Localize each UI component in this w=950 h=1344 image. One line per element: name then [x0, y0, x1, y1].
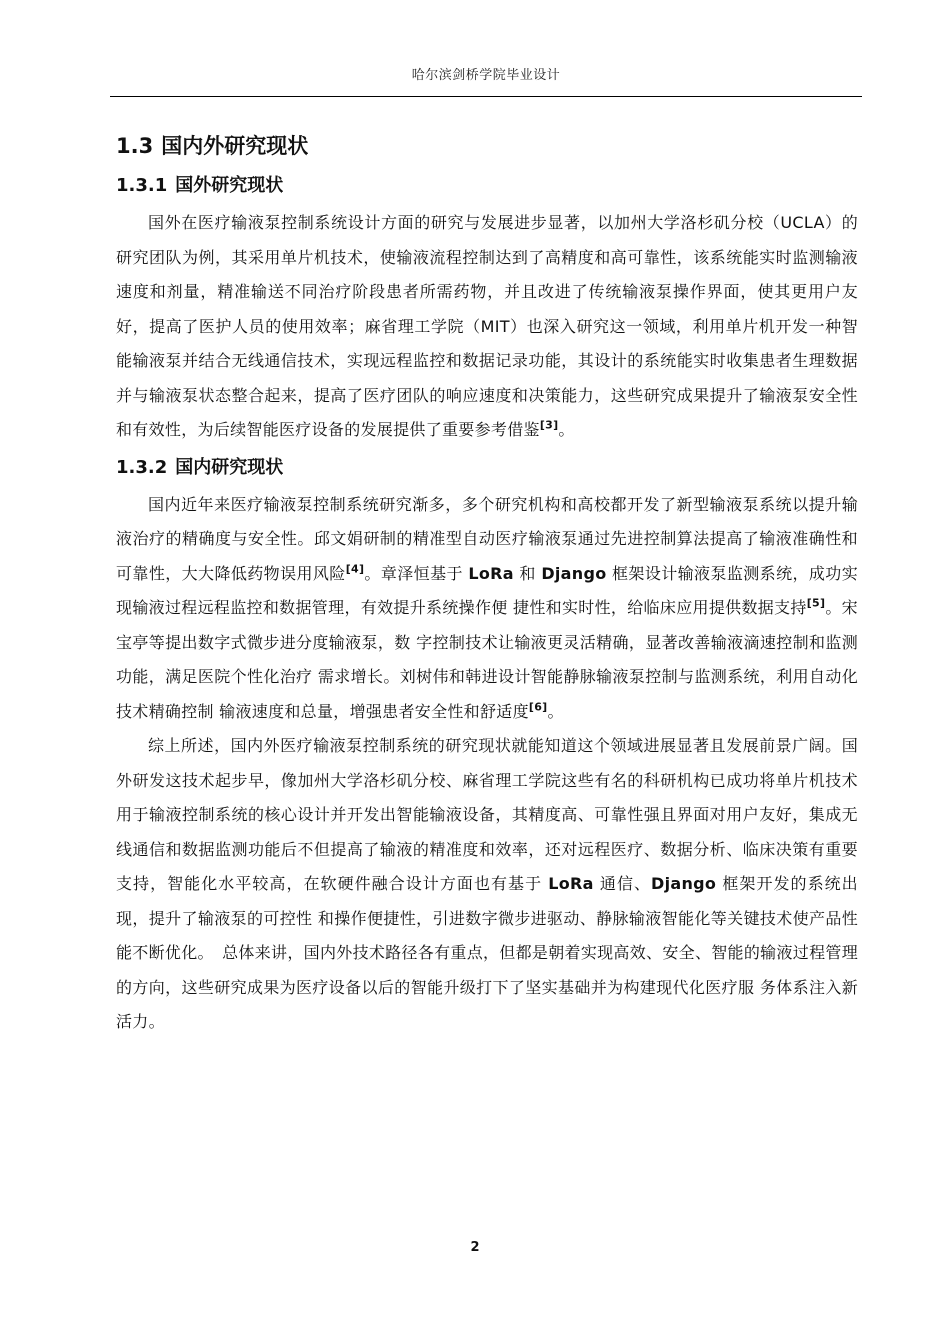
- section-number: 1.3: [116, 134, 154, 158]
- section-title: 国内外研究现状: [161, 134, 309, 158]
- citation-3: [3]: [539, 418, 559, 432]
- paragraph-domestic-research: [116, 488, 858, 730]
- paragraph-summary: [116, 729, 858, 1040]
- paragraph-text: 国外在医疗输液泵控制系统设计方面的研究与发展进步显著，以加州大学洛杉矶分校（UCLA）的研究团队为例，其采用单片机技术，使输液流程控制达到了高精度和高可靠性，该系统能实时监测输液速度和剂量，精准输送不同治疗阶段患者所需药物，并且改进了传统输液泵操作界面，使其更用户友好，提高了医护人员的使用效率；麻省理工学院（MIT）也深入研究这一领域，利用单片机开发一种智能输液泵并结合无线通信技术，实现远程监控和数据记录功能，其设计的系统能实时收集患者生理数据并与输液泵状态整合起来，提高了医疗团队的响应速度和决策能力，这些研究成果提升了输液泵安全性和有效性，为后续智能医疗设备的发展提供了重要参考借鉴: [116, 213, 858, 439]
- subsection-title: 国内研究现状: [175, 456, 284, 478]
- subsection-heading-foreign: [116, 166, 858, 206]
- term-lora: LoRa: [468, 563, 514, 583]
- subsection-number: 1.3.2: [116, 456, 168, 478]
- paragraph-text: 通信、: [593, 874, 652, 893]
- subsection-heading-domestic: [116, 448, 858, 488]
- page-content: [116, 118, 858, 1040]
- running-header: 哈尔滨剑桥学院毕业设计: [411, 68, 561, 83]
- paragraph-foreign-research: [116, 206, 858, 448]
- subsection-number: 1.3.1: [116, 175, 168, 196]
- paragraph-text: 框架设计输液泵监测系统，成功实现输液过程远程监控和数据管理，有效提升系统操作便 捷性和实时性，给临床应用提供数据支持: [116, 563, 859, 617]
- subsection-title: 国外研究现状: [175, 175, 284, 196]
- paragraph-text: 。: [547, 701, 564, 721]
- paragraph-text: 。章泽恒基于: [364, 563, 469, 583]
- term-django: Django: [651, 874, 717, 893]
- citation-6: [6]: [528, 700, 548, 714]
- paragraph-text: 综上所述，国内外医疗输液泵控制系统的研究现状就能知道这个领域进展显著且发展前景广阔。国外研发这技术起步早，像加州大学洛杉矶分校、麻省理工学院这些有名的科研机构已成功将单片机技术用于输液控制系统的核心设计并开发出智能输液设备，其精度高、可靠性强且界面对用户友好，集成无线通信和数据监测功能后不但提高了输液的精准度和效率，还对远程医疗、数据分析、临床决策有重要支持，智能化水平较高，在软硬件融合设计方面也有基于: [116, 736, 858, 893]
- section-heading: [116, 126, 858, 166]
- paragraph-text: 国内近年来医疗输液泵控制系统研究渐多，多个研究机构和高校都开发了新型输液泵系统以提升输液治疗的精确度与安全性。邱文娟研制的精准型自动医疗输液泵通过先进控制算法提高了输液准确性和可靠性，大大降低药物误用风险: [116, 494, 858, 583]
- term-django: Django: [541, 563, 607, 583]
- paragraph-text: 和: [513, 563, 542, 583]
- header-divider: [110, 96, 862, 97]
- citation-4: [4]: [345, 562, 365, 576]
- paragraph-text: 框架开发的系统出现，提升了输液泵的可控性 和操作便捷性，引进数字微步进驱动、静脉输液智能化等关键技术使产品性能不断优化。 总体来讲，国内外技术路径各有重点，但都是朝着实现高效、安全、智能的输液过程管理 的方向，这些研究成果为医疗设备以后的智能升级打下了坚实基础并为构建现代化医疗服 务体系注入新活力。: [116, 874, 858, 1031]
- paragraph-text: 。: [558, 420, 575, 439]
- paragraph-text: 。宋宝亭等提出数字式微步进分度输液泵，数 字控制技术让输液更灵活精确，显著改善输液滴速控制和监测功能，满足医院个性化治疗 需求增长。刘树伟和韩进设计智能静脉输液泵控制与监测系统，利用自动化技术精确控制 输液速度和总量，增强患者安全性和舒适度: [116, 598, 858, 721]
- term-lora: LoRa: [548, 874, 594, 893]
- page-number: 2: [470, 1240, 480, 1255]
- citation-5: [5]: [806, 596, 826, 610]
